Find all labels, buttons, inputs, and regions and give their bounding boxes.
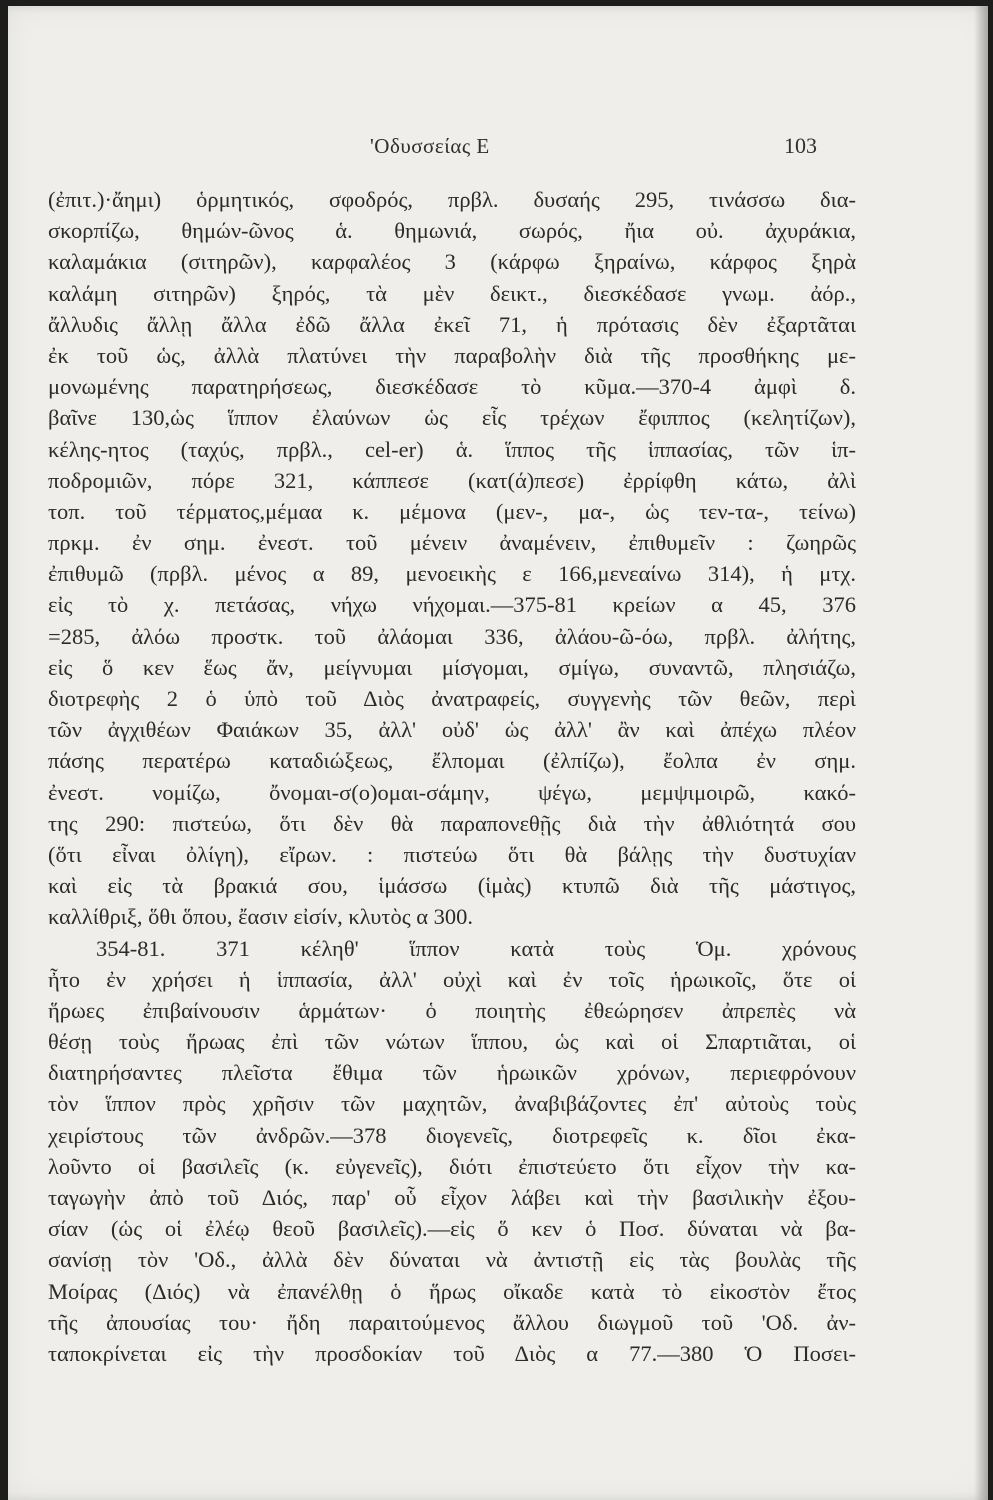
text-line: τῆς ἀπουσίας του· ἤδη παραιτούμενος ἄλλου διωγμοῦ τοῦ 'Οδ. ἀν- [48, 1309, 856, 1335]
text-line: καλάμη σιτηρῶν) ξηρός, τὰ μὲν δεικτ., διεσκέδασε γνωμ. ἀόρ., [48, 280, 856, 306]
text-line: τὸν ἵππον πρὸς χρῆσιν τῶν μαχητῶν, ἀναβιβάζοντες ἐπ' αὐτοὺς τοὺς [48, 1091, 856, 1117]
text-line: καὶ εἰς τὰ βρακιά σου, ἱμάσσω (ἱμὰς) κτυπῶ διὰ τῆς μάστιγος, [48, 873, 856, 899]
running-title: 'Οδυσσείας Ε [370, 134, 490, 158]
text-line: (ἐπιτ.)·ἄημι) ὁρμητικός, σφοδρός, πρβλ. δυσαής 295, τινάσσω δια- [48, 187, 856, 212]
text-line: λοῦντο οἱ βασιλεῖς (κ. εὐγενεῖς), διότι ἐπιστεύετο ὅτι εἶχον τὴν κα- [48, 1153, 856, 1179]
text-line: θέσῃ τοὺς ἥρωας ἐπὶ τῶν νώτων ἵππου, ὡς καὶ οἱ Σπαρτιᾶται, οἱ [48, 1029, 856, 1055]
text-line: διοτρεφὴς 2 ὁ ὑπὸ τοῦ Διὸς ἀνατραφείς, συγγενὴς τῶν θεῶν, περὶ [48, 686, 856, 711]
text-line: ἥρωες ἐπιβαίνουσιν ἁρμάτων· ὁ ποιητὴς ἐθεώρησεν ἀπρεπὲς νὰ [48, 997, 856, 1023]
text-line: βαῖνε 130,ὡς ἵππον ἐλαύνων ὡς εἷς τρέχων ἔφιππος (κελητίζων), [48, 405, 856, 431]
text-line: ἐνεστ. νομίζω, ὄνομαι-σ(ο)ομαι-σάμην, ψέγω, μεμψιμοιρῶ, κακό- [48, 779, 856, 805]
text-line: καλαμάκια (σιτηρῶν), καρφαλέος 3 (κάρφω ξηραίνω, κάρφος ξηρὰ [48, 249, 856, 275]
text-line: 354-81. 371 κέληθ' ἵππον κατὰ τοὺς Ὁμ. χρόνους [96, 935, 856, 961]
text-line: κέλης-ητος (ταχύς, πρβλ., cel-er) ἁ. ἵππος τῆς ἱππασίας, τῶν ἱπ- [48, 436, 856, 462]
page-header [8, 134, 988, 164]
text-line [48, 1369, 856, 1400]
text-line: τῶν ἀγχιθέων Φαιάκων 35, ἀλλ' οὐδ' ὡς ἀλλ' ἂν καὶ ἀπέχω πλέον [48, 717, 856, 743]
text-line: μονωμένης παρατηρήσεως, διεσκέδασε τὸ κῦμα.—370-4 ἀμφὶ δ. [48, 374, 856, 400]
book-page [8, 6, 988, 1500]
commentary-text [48, 184, 856, 1400]
text-line: χειρίστους τῶν ἀνδρῶν.—378 διογενεῖς, διοτρεφεῖς κ. δῖοι ἐκα- [48, 1122, 856, 1148]
text-line: τοπ. τοῦ τέρματος,μέμαα κ. μέμονα (μεν-, μα-, ὡς τεν-τα-, τείνω) [48, 498, 856, 524]
text-line: ποδρομιῶν, πόρε 321, κάππεσε (κατ(ά)πεσε) ἐρρίφθη κάτω, ἀλὶ [48, 467, 856, 493]
text-line: ταγωγὴν ἀπὸ τοῦ Διός, παρ' οὗ εἶχον λάβει καὶ τὴν βασιλικὴν ἐξου- [48, 1185, 856, 1210]
text-line: ἄλλυδις ἄλλῃ ἄλλα ἐδῶ ἄλλα ἐκεῖ 71, ἡ πρότασις δὲν ἐξαρτᾶται [48, 311, 856, 337]
text-line: ἐκ τοῦ ὡς, ἀλλὰ πλατύνει τὴν παραβολὴν διὰ τῆς προσθήκης με- [48, 342, 856, 368]
text-line: διατηρήσαντες πλεῖστα ἔθιμα τῶν ἡρωικῶν χρόνων, περιεφρόνουν [48, 1060, 856, 1086]
page-number: 103 [784, 133, 817, 158]
text-line: της 290: πιστεύω, ὅτι δὲν θὰ παραπονεθῇς διὰ τὴν ἀθλιότητά σου [48, 810, 856, 836]
text-line: εἰς ὅ κεν ἕως ἄν, μείγνυμαι μίσγομαι, σμίγω, συναντῶ, πλησιάζω, [48, 654, 856, 680]
text-line: σίαν (ὡς οἱ ἐλέῳ θεοῦ βασιλεῖς).—εἰς ὅ κεν ὁ Ποσ. δύναται νὰ βα- [48, 1216, 856, 1242]
text-line: πρκμ. ἐν σημ. ἐνεστ. τοῦ μένειν ἀναμένειν, ἐπιθυμεῖν : ζωηρῶς [48, 530, 856, 556]
text-line: καλλίθριξ, ὅθι ὅπου, ἔασιν εἰσίν, κλυτὸς α 300. [48, 904, 474, 930]
text-line: =285, ἀλόω προστκ. τοῦ ἀλάομαι 336, ἀλάου-ῶ-όω, πρβλ. ἀλήτης, [48, 623, 856, 649]
text-line: σκορπίζω, θημών-ῶνος ἁ. θημωνιά, σωρός, ἤια οὐ. ἀχυράκια, [48, 218, 856, 244]
text-line: ἐπιθυμῶ (πρβλ. μένος α 89, μενοεικὴς ε 166,μενεαίνω 314), ἡ μτχ. [48, 561, 856, 587]
text-line: ἦτο ἐν χρήσει ἡ ἱππασία, ἀλλ' οὐχὶ καὶ ἐν τοῖς ἡρωικοῖς, ὅτε οἱ [48, 966, 856, 992]
text-line: Μοίρας (Διός) νὰ ἐπανέλθῃ ὁ ἥρως οἴκαδε κατὰ τὸ εἰκοστὸν ἔτος [48, 1278, 856, 1304]
text-line: ταποκρίνεται εἰς τὴν προσδοκίαν τοῦ Διὸς α 77.—380 Ὁ Ποσει- [48, 1340, 856, 1366]
text-line: σανίσῃ τὸν 'Οδ., ἀλλὰ δὲν δύναται νὰ ἀντιστῇ εἰς τὰς βουλὰς τῆς [48, 1247, 856, 1273]
text-line: πάσης περατέρω καταδιώξεως, ἔλπομαι (ἐλπίζω), ἔολπα ἐν σημ. [48, 748, 856, 774]
text-line: (ὅτι εἶναι ὀλίγη), εἴρων. : πιστεύω ὅτι θὰ βάλῃς τὴν δυστυχίαν [48, 841, 856, 867]
text-line: εἰς τὸ χ. πετάσας, νήχω νήχομαι.—375-81 κρείων α 45, 376 [48, 592, 856, 618]
